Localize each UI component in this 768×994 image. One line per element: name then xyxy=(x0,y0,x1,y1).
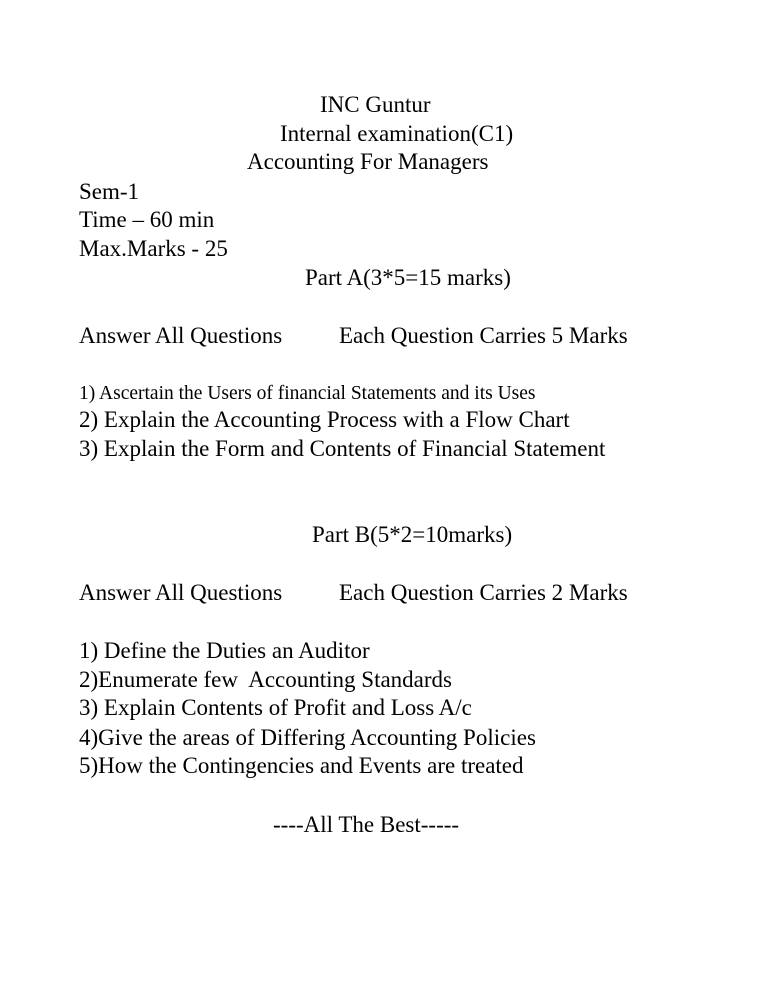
time-label: Time – 60 min xyxy=(79,207,215,232)
part-b-question: 5)How the Contingencies and Events are treated xyxy=(79,753,524,778)
part-a-question: 1) Ascertain the Users of financial Statements and its Uses xyxy=(79,383,536,404)
part-b-question: 4)Give the areas of Differing Accounting Policies xyxy=(79,725,536,750)
part-a-question: 2) Explain the Accounting Process with a Flow Chart xyxy=(79,407,570,432)
part-b-instruction-right: Each Question Carries 2 Marks xyxy=(339,580,628,605)
institution-name: INC Guntur xyxy=(320,92,431,117)
part-a-question: 3) Explain the Form and Contents of Financial Statement xyxy=(79,436,606,461)
closing-line: ----All The Best----- xyxy=(273,812,460,837)
exam-title: Internal examination(C1) xyxy=(280,121,514,146)
part-a-instruction-left: Answer All Questions xyxy=(79,323,283,348)
subject-title: Accounting For Managers xyxy=(247,149,489,174)
part-b-question: 1) Define the Duties an Auditor xyxy=(79,638,370,663)
part-b-instruction-left: Answer All Questions xyxy=(79,580,283,605)
max-marks-label: Max.Marks - 25 xyxy=(79,236,228,261)
part-a-instruction-right: Each Question Carries 5 Marks xyxy=(339,323,628,348)
part-b-question: 2)Enumerate few Accounting Standards xyxy=(79,667,452,692)
semester-label: Sem-1 xyxy=(79,179,140,204)
part-b-title: Part B(5*2=10marks) xyxy=(312,522,513,547)
part-a-title: Part A(3*5=15 marks) xyxy=(305,265,511,290)
part-b-question: 3) Explain Contents of Profit and Loss A/c xyxy=(79,695,472,720)
